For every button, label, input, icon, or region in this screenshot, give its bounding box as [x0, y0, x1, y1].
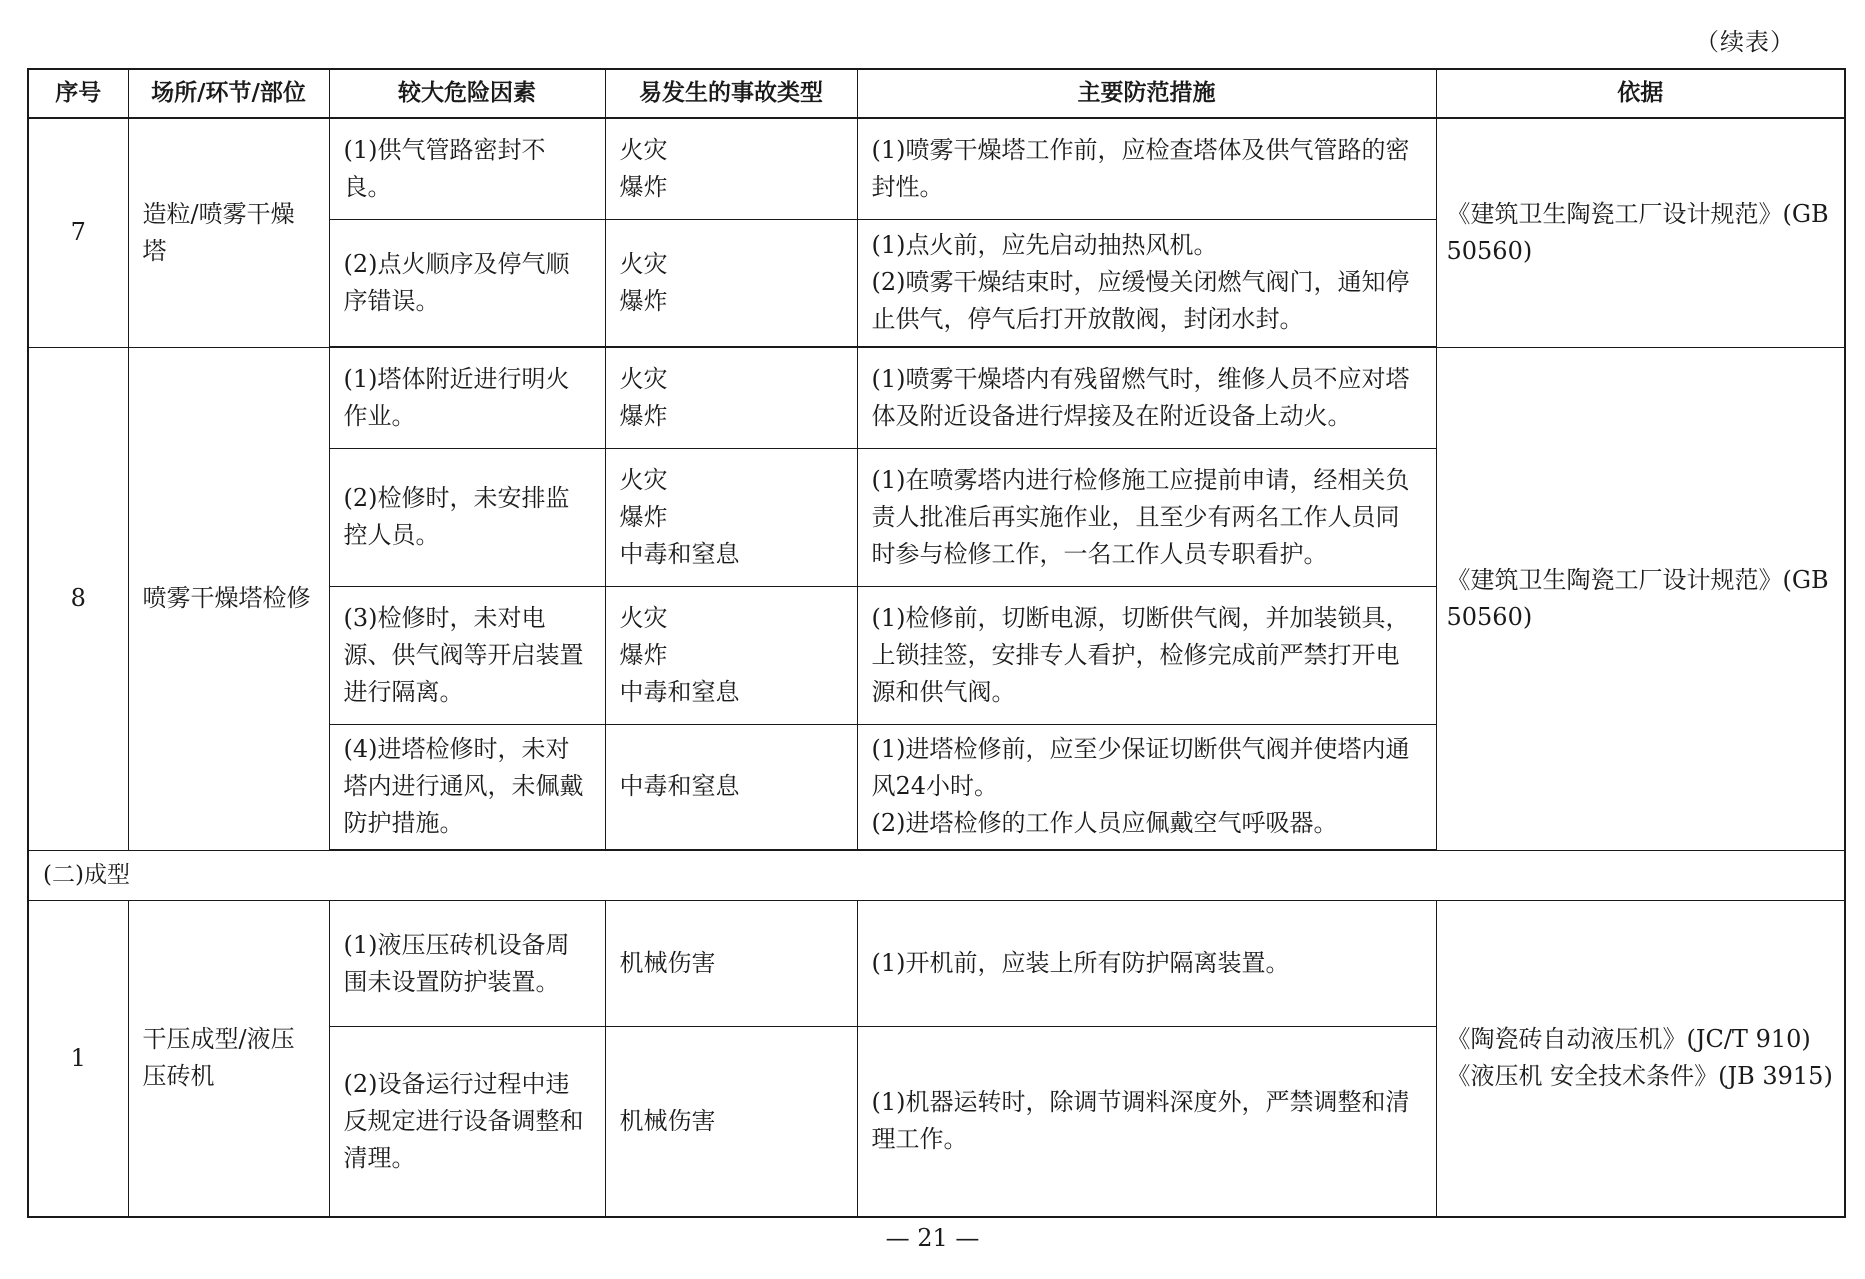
- measure-item: (1)检修前，切断电源，切断供气阀，并加装锁具，上锁挂签，安排专人看护，检修完成前严禁打开电源和供气阀。: [871, 603, 1410, 706]
- accident-type: 火灾: [619, 135, 668, 164]
- accident-cell: [605, 219, 857, 347]
- hazard-cell: (1)供气管路密封不良。: [329, 118, 605, 219]
- accident-type: 爆炸: [619, 172, 668, 201]
- hazard-cell: (2)点火顺序及停气顺序错误。: [329, 219, 605, 347]
- accident-type: 中毒和窒息: [619, 772, 740, 801]
- seq-cell: 8: [28, 347, 128, 850]
- basis-cell: [1436, 901, 1845, 1217]
- accident-type: 爆炸: [619, 640, 668, 669]
- basis-cell: 《建筑卫生陶瓷工厂设计规范》(GB 50560): [1436, 347, 1845, 850]
- hazard-table: [27, 68, 1846, 1218]
- hazard-cell: (1)塔体附近进行明火作业。: [329, 347, 605, 448]
- continued-label: （续表）: [1695, 28, 1795, 56]
- accident-cell: [605, 586, 857, 724]
- measure-item: (1)进塔检修前，应至少保证切断供气阀并使塔内通风24小时。: [871, 735, 1410, 801]
- measure-cell: [857, 1027, 1436, 1217]
- header-measure: 主要防范措施: [857, 69, 1436, 118]
- table-row: [28, 118, 1845, 219]
- hazard-cell: (1)液压压砖机设备周围未设置防护装置。: [329, 901, 605, 1027]
- basis-cell: 《建筑卫生陶瓷工厂设计规范》(GB 50560): [1436, 118, 1845, 347]
- measure-item: (1)喷雾干燥塔工作前，应检查塔体及供气管路的密封性。: [871, 135, 1410, 201]
- measure-cell: [857, 448, 1436, 586]
- accident-type: 火灾: [619, 249, 668, 278]
- accident-type: 火灾: [619, 364, 668, 393]
- basis-item: 《液压机 安全技术条件》(JB 3915): [1446, 1062, 1833, 1091]
- measure-cell: [857, 586, 1436, 724]
- header-accident: 易发生的事故类型: [605, 69, 857, 118]
- measure-item: (1)开机前，应装上所有防护隔离装置。: [871, 949, 1290, 977]
- section-title: (二)成型: [28, 850, 1845, 901]
- location-cell: 喷雾干燥塔检修: [128, 347, 329, 850]
- accident-type: 机械伤害: [619, 949, 716, 977]
- header-basis: 依据: [1436, 69, 1845, 118]
- measure-item: (1)机器运转时，除调节调料深度外，严禁调整和清理工作。: [871, 1088, 1410, 1154]
- header-seq: 序号: [28, 69, 128, 118]
- hazard-cell: (4)进塔检修时，未对塔内进行通风，未佩戴防护措施。: [329, 724, 605, 850]
- location-cell: 干压成型/液压压砖机: [128, 901, 329, 1217]
- accident-cell: [605, 347, 857, 448]
- table-row: [28, 347, 1845, 448]
- section-row: [28, 850, 1845, 901]
- measure-cell: [857, 724, 1436, 850]
- hazard-cell: (3)检修时，未对电源、供气阀等开启装置进行隔离。: [329, 586, 605, 724]
- header-row: [28, 69, 1845, 118]
- measure-item: (1)在喷雾塔内进行检修施工应提前申请，经相关负责人批准后再实施作业，且至少有两名工作人员同时参与检修工作，一名工作人员专职看护。: [871, 465, 1410, 568]
- accident-cell: [605, 901, 857, 1027]
- accident-cell: [605, 724, 857, 850]
- seq-cell: 1: [28, 901, 128, 1217]
- accident-type: 中毒和窒息: [619, 539, 740, 568]
- hazard-cell: (2)设备运行过程中违反规定进行设备调整和清理。: [329, 1027, 605, 1217]
- accident-cell: [605, 118, 857, 219]
- measure-item: (2)喷雾干燥结束时，应缓慢关闭燃气阀门，通知停止供气，停气后打开放散阀，封闭水封。: [871, 268, 1410, 334]
- measure-item: (1)喷雾干燥塔内有残留燃气时，维修人员不应对塔体及附近设备进行焊接及在附近设备上动火。: [871, 364, 1410, 430]
- accident-type: 爆炸: [619, 286, 668, 315]
- seq-cell: 7: [28, 118, 128, 347]
- header-hazard: 较大危险因素: [329, 69, 605, 118]
- hazard-cell: (2)检修时，未安排监控人员。: [329, 448, 605, 586]
- measure-cell: [857, 219, 1436, 347]
- location-cell: 造粒/喷雾干燥塔: [128, 118, 329, 347]
- accident-type: 机械伤害: [619, 1106, 716, 1135]
- measure-item: (2)进塔检修的工作人员应佩戴空气呼吸器。: [871, 809, 1338, 838]
- measure-cell: [857, 118, 1436, 219]
- page-number: — 21 —: [885, 1224, 980, 1252]
- accident-cell: [605, 1027, 857, 1217]
- accident-type: 中毒和窒息: [619, 677, 740, 706]
- basis-item: 《陶瓷砖自动液压机》(JC/T 910): [1446, 1025, 1811, 1054]
- measure-cell: [857, 347, 1436, 448]
- measure-item: (1)点火前，应先启动抽热风机。: [871, 231, 1218, 260]
- header-location: 场所/环节/部位: [128, 69, 329, 118]
- measure-cell: [857, 901, 1436, 1027]
- accident-type: 火灾: [619, 465, 668, 494]
- accident-type: 爆炸: [619, 401, 668, 430]
- accident-cell: [605, 448, 857, 586]
- table-row: [28, 901, 1845, 1027]
- accident-type: 爆炸: [619, 502, 668, 531]
- accident-type: 火灾: [619, 603, 668, 632]
